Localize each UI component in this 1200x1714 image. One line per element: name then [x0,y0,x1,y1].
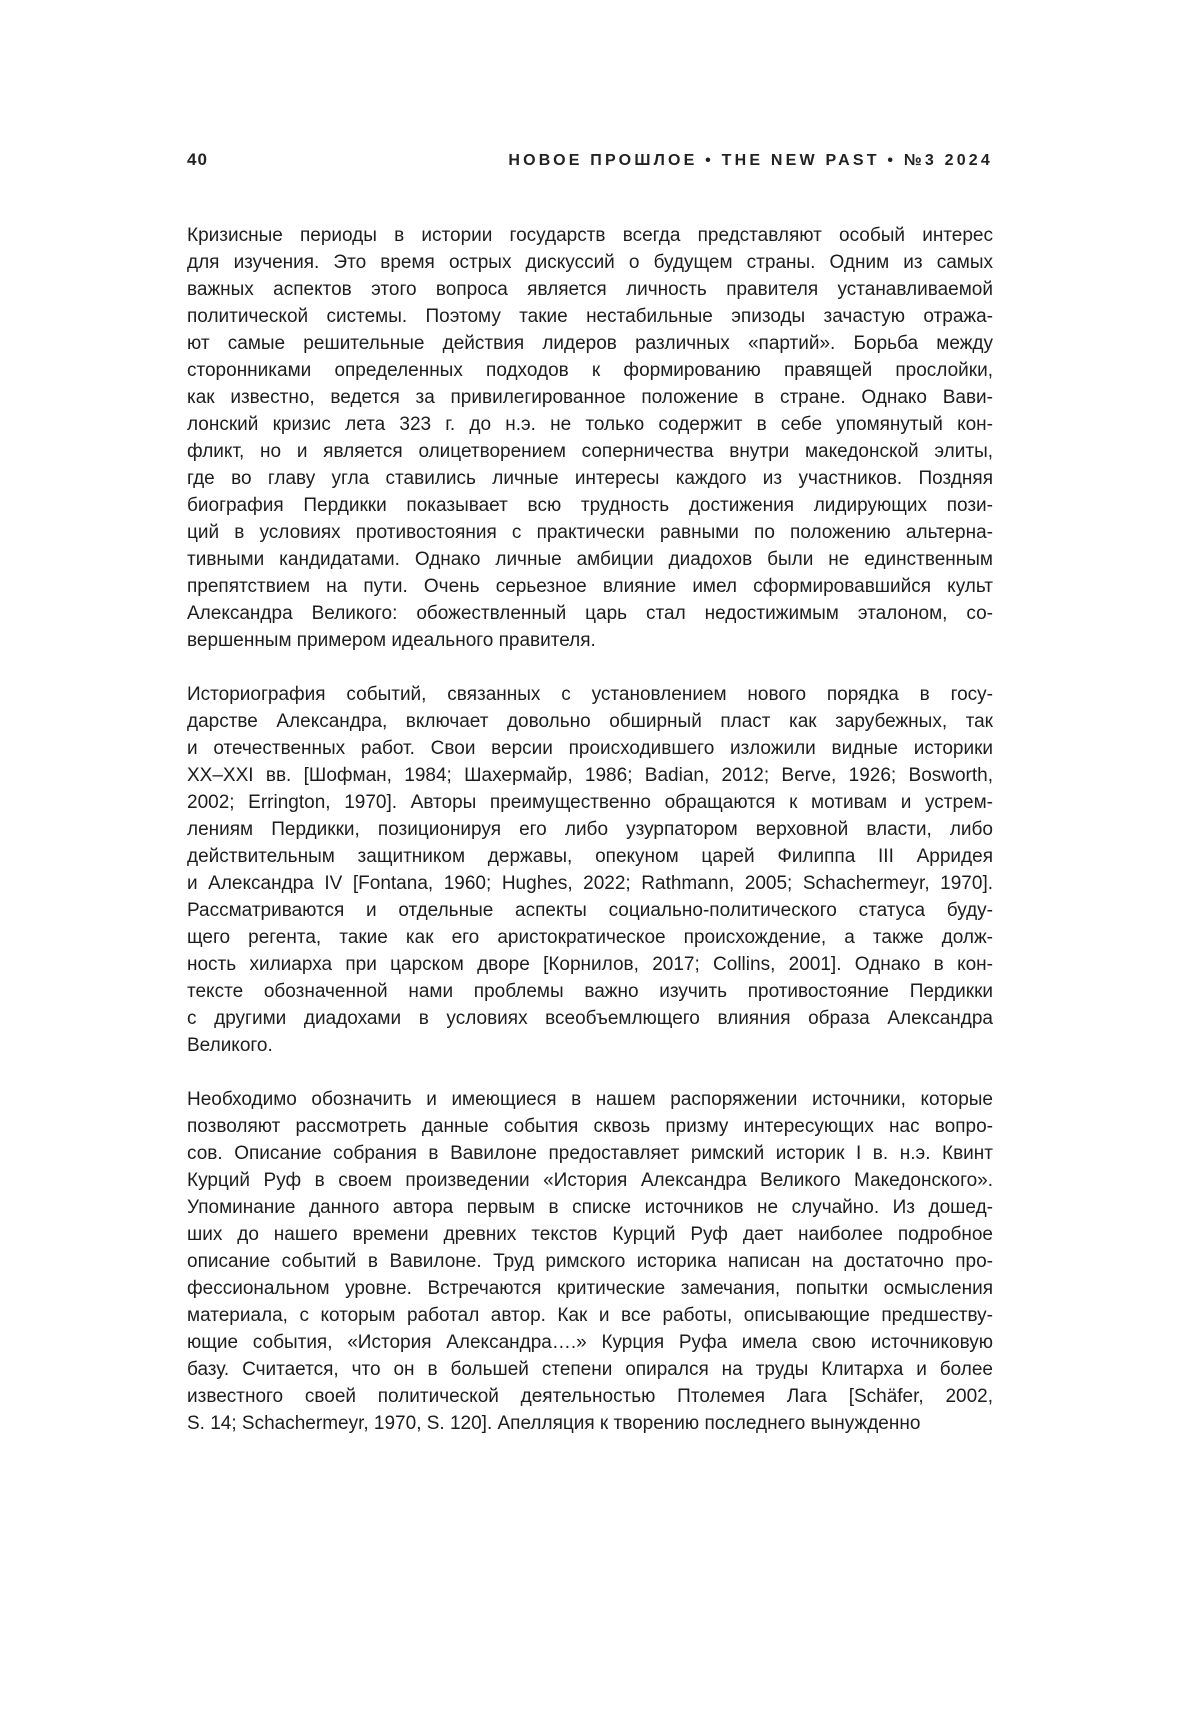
text-line: Необходимо обозначить и имеющиеся в нашем распоряжении источники, которые [187,1089,993,1110]
text-line: Кризисные периоды в истории государств всегда представляют особый интерес [187,225,993,246]
text-line: сов. Описание собрания в Вавилоне предоставляет римский историк I в. н.э. Квинт [187,1143,993,1164]
text-line: биография Пердикки показывает всю трудность достижения лидирующих пози- [187,495,993,516]
content-column [187,150,993,1437]
text-line: Упоминание данного автора первым в списке источников не случайно. Из дошед- [187,1197,993,1218]
text-line: действительным защитником державы, опекуном царей Филиппа III Арридея [187,846,993,867]
page-number: 40 [187,150,208,169]
text-line: дарстве Александра, включает довольно обширный пласт как зарубежных, так [187,711,993,732]
text-line: Курций Руф в своем произведении «История Александра Великого Македонского». [187,1170,993,1191]
text-line: и Александра IV [Fontana, 1960; Hughes, 2022; Rathmann, 2005; Schachermeyr, 1970]. [187,873,993,894]
text-line: для изучения. Это время острых дискуссий о будущем страны. Одним из самых [187,252,993,273]
text-line: с другими диадохами в условиях всеобъемлющего влияния образа Александра [187,1008,993,1029]
text-line: сторонниками определенных подходов к формированию правящей прослойки, [187,360,993,381]
text-line: вершенным примером идеального правителя. [187,630,596,651]
text-line: Александра Великого: обожествленный царь стал недостижимым эталоном, со- [187,603,993,624]
text-line: ших до нашего времени древних текстов Курций Руф дает наиболее подробное [187,1224,993,1245]
text-line: ют самые решительные действия лидеров различных «партий». Борьба между [187,333,993,354]
text-line: тексте обозначенной нами проблемы важно изучить противостояние Пердикки [187,981,993,1002]
text-line: политической системы. Поэтому такие нестабильные эпизоды зачастую отража- [187,306,993,327]
text-line: Великого. [187,1035,273,1056]
text-line: фессиональном уровне. Встречаются критические замечания, попытки осмысления [187,1278,993,1299]
text-line: и отечественных работ. Свои версии происходившего изложили видные историки [187,738,993,759]
text-line: ность хилиарха при царском дворе [Корнилов, 2017; Collins, 2001]. Однако в кон- [187,954,993,975]
text-line: известного своей политической деятельностью Птолемея Лага [Schäfer, 2002, [187,1386,993,1407]
text-line: позволяют рассмотреть данные события сквозь призму интересующих нас вопро- [187,1116,993,1137]
text-line: фликт, но и является олицетворением соперничества внутри македонской элиты, [187,441,993,462]
text-line: базу. Считается, что он в большей степени опирался на труды Клитарха и более [187,1359,993,1380]
text-line: описание событий в Вавилоне. Труд римского историка написан на достаточно про- [187,1251,993,1272]
paragraph [187,222,993,654]
running-header [187,150,993,170]
article-body [187,222,993,1437]
text-line: ций в условиях противостояния с практически равными по положению альтерна- [187,522,993,543]
text-line: Рассматриваются и отдельные аспекты социально-политического статуса буду- [187,900,993,921]
text-line: важных аспектов этого вопроса является личность правителя устанавливаемой [187,279,993,300]
text-line: где во главу угла ставились личные интересы каждого из участников. Поздняя [187,468,993,489]
text-line: щего регента, такие как его аристократическое происхождение, а также долж- [187,927,993,948]
text-line: 2002; Errington, 1970]. Авторы преимущественно обращаются к мотивам и устрем- [187,792,993,813]
text-line: тивными кандидатами. Однако личные амбиции диадохов были не единственным [187,549,993,570]
paragraph [187,681,993,1059]
text-line: S. 14; Schachermeyr, 1970, S. 120]. Апелляция к творению последнего вынужденно [187,1413,921,1434]
text-line: ющие события, «История Александра….» Курция Руфа имела свою источниковую [187,1332,993,1353]
text-line: лонский кризис лета 323 г. до н.э. не только содержит в себе упомянутый кон- [187,414,993,435]
journal-title: НОВОЕ ПРОШЛОЕ • THE NEW PAST • №3 2024 [508,152,993,169]
text-line: материала, с которым работал автор. Как и все работы, описывающие предшеству- [187,1305,993,1326]
text-line: XX–XXI вв. [Шофман, 1984; Шахермайр, 1986; Badian, 2012; Berve, 1926; Bosworth, [187,765,993,786]
paragraph [187,1086,993,1437]
text-line: Историография событий, связанных с установлением нового порядка в госу- [187,684,993,705]
text-line: как известно, ведется за привилегированное положение в стране. Однако Вави- [187,387,993,408]
text-line: лениям Пердикки, позиционируя его либо узурпатором верховной власти, либо [187,819,993,840]
text-line: препятствием на пути. Очень серьезное влияние имел сформировавшийся культ [187,576,993,597]
